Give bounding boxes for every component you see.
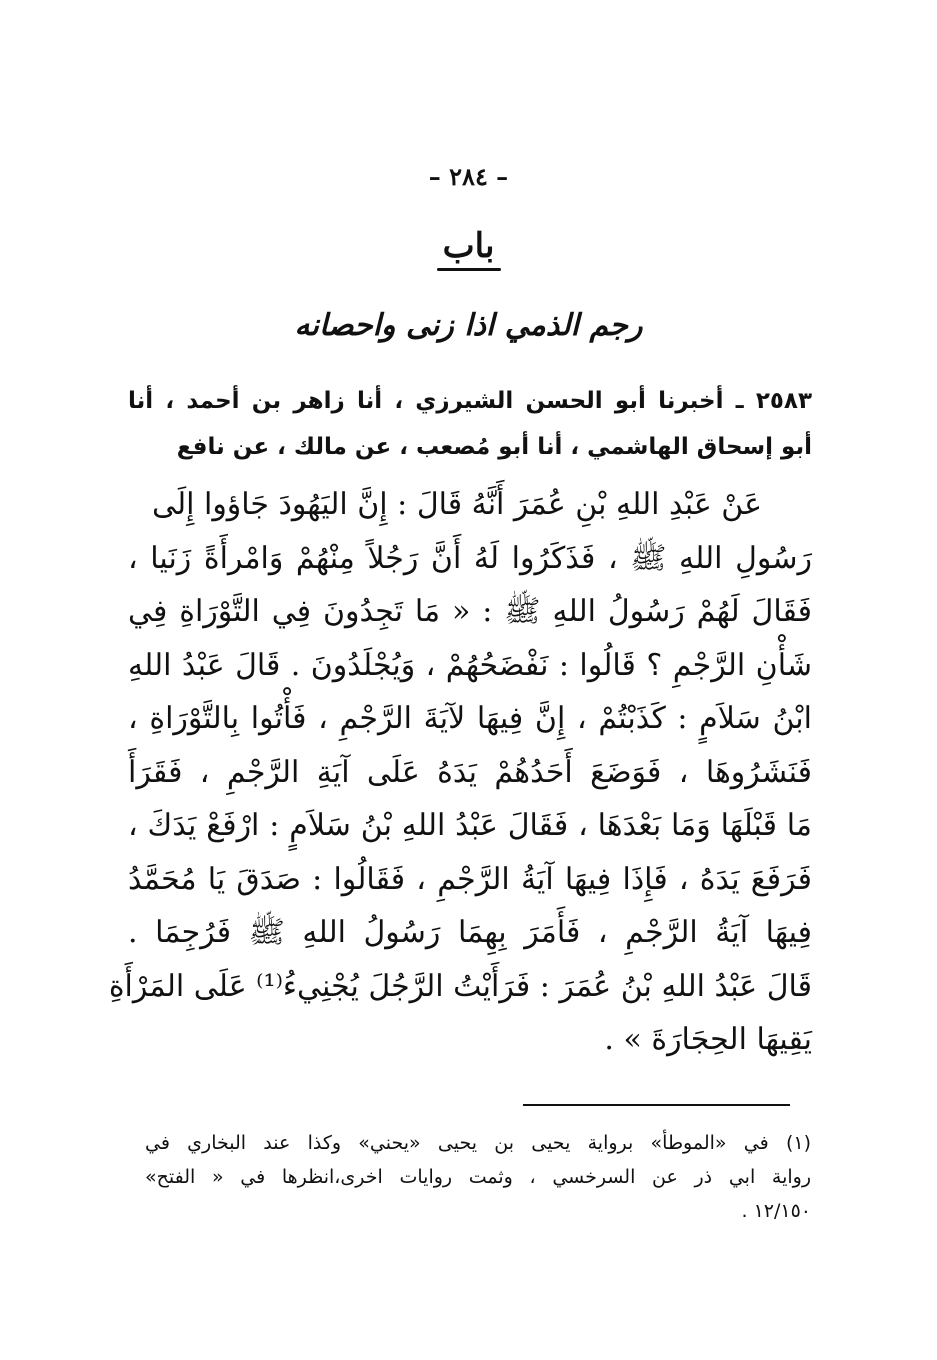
isnad-line: ٢٥٨٣ ـ أخبرنا أبو الحسن الشيرزي ، أنا زاهر بن أحمد ، أنا xyxy=(128,388,812,414)
matn-line: فِيهَا آيَةُ الرَّجْمِ ، فَأَمَرَ بِهِمَا رَسُولُ اللهِ ﷺ فَرُجِمَا . xyxy=(128,915,812,950)
matn-line: مَا قَبْلَهَا وَمَا بَعْدَهَا ، فَقَالَ عَبْدُ اللهِ بْنُ سَلاَمٍ : ارْفَعْ يَدَكَ ، xyxy=(128,808,812,843)
matn-line: فَنَشَرُوهَا ، فَوَضَعَ أَحَدُهُمْ يَدَهُ عَلَى آيَةِ الرَّجْمِ ، فَقَرَأَ xyxy=(128,754,812,790)
footnote-line: رواية ابي ذر عن السرخسي ، وثمت روايات اخرى،انظرها في « الفتح» xyxy=(145,1166,811,1188)
matn-line: عَنْ عَبْدِ اللهِ بْنِ عُمَرَ أَنَّهُ قَالَ : إِنَّ اليَهُودَ جَاؤوا إِلَى xyxy=(151,487,762,522)
chapter-title: رجم الذمي اذا زنى واحصانه xyxy=(294,308,643,343)
hadith-isnad xyxy=(128,378,812,470)
footnote-separator xyxy=(523,1104,790,1106)
footnote-line: (١) في «الموطأ» برواية يحيى بن يحيى «يحني» وكذا عند البخاري في xyxy=(145,1132,811,1154)
chapter-heading-text: باب xyxy=(442,226,495,266)
matn-line: فَرَفَعَ يَدَهُ ، فَإِذَا فِيهَا آيَةُ الرَّجْمِ ، فَقَالُوا : صَدَقَ يَا مُحَمَّدُ xyxy=(128,861,812,897)
matn-line: رَسُولِ اللهِ ﷺ ، فَذَكَرُوا لَهُ أَنَّ رَجُلاً مِنْهُمْ وَامْرأَةً زَنَيا ، xyxy=(128,540,812,576)
footnote xyxy=(145,1126,811,1228)
hadith-matn xyxy=(108,478,812,1067)
matn-line: شَأْنِ الرَّجْمِ ؟ قَالُوا : نَفْضَحُهُمْ ، وَيُجْلَدُونَ . قَالَ عَبْدُ اللهِ xyxy=(128,647,812,683)
chapter-heading xyxy=(0,226,937,271)
footnote-line: ١٢/١٥٠ . xyxy=(741,1200,811,1222)
heading-underline xyxy=(437,268,501,271)
page-number: – ٢٨٤ – xyxy=(428,162,509,191)
matn-line: ابْنُ سَلاَمٍ : كَذَبْتُمْ ، إِنَّ فِيهَا لآيَةَ الرَّجْمِ ، فَأْتُوا بِالتَّوْرَاةِ ، xyxy=(128,701,812,736)
isnad-line: أبو إسحاق الهاشمي ، أنا أبو مُصعب ، عن مالك ، عن نافع xyxy=(176,434,812,460)
matn-line: فَقَالَ لَهُمْ رَسُولُ اللهِ ﷺ : « مَا تَجِدُونَ فِي التَّوْرَاةِ فِي xyxy=(128,594,812,629)
matn-line: يَقِيهَا الحِجَارَةَ » . xyxy=(604,1022,812,1057)
matn-line: قَالَ عَبْدُ اللهِ بْنُ عُمَرَ : فَرَأَيْتُ الرَّجُلَ يُجْنِيءُ⁽¹⁾ عَلَى المَرْأَةِ xyxy=(108,968,812,1004)
